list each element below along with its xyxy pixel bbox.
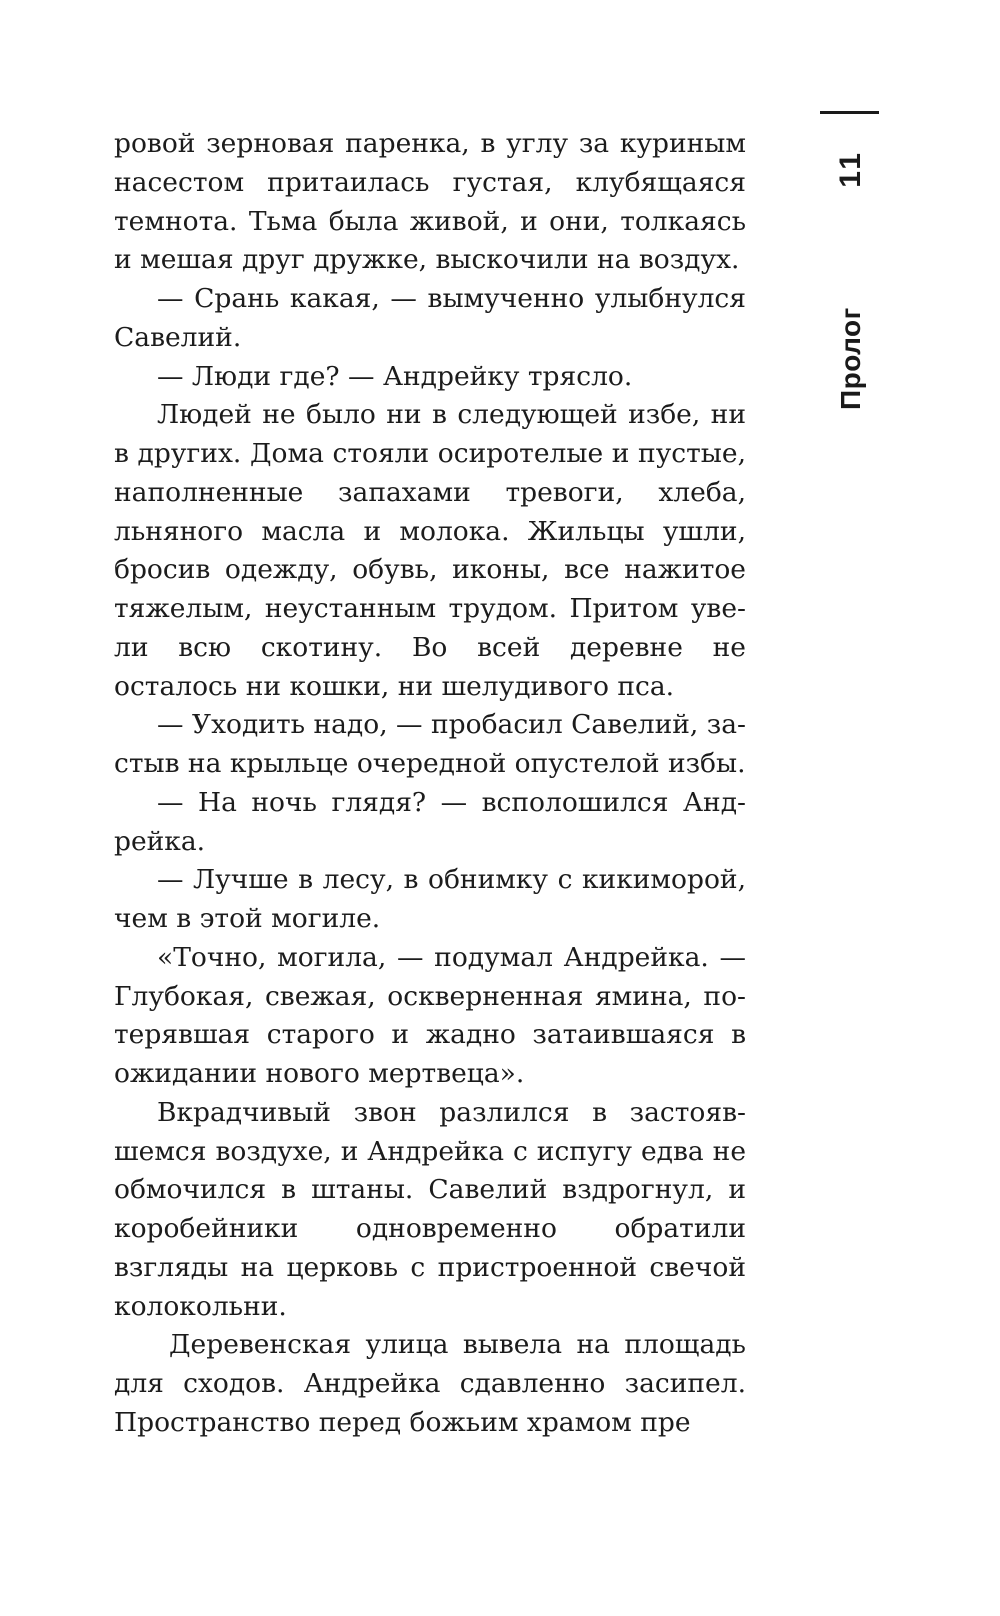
quoted-thought-paragraph: «Точно, могила, — подумал Андрейка. — Глубокая, свежая, оскверненная ямина, потерявшая старого и жадно затаившаяся в ожидании нового мертвеца». <box>114 941 746 1089</box>
dialogue-paragraph: — Лучше в лесу, в обнимку с кикиморой, чем в этой могиле. <box>114 864 746 934</box>
running-head-rotated <box>836 150 866 410</box>
header-rule <box>820 111 879 114</box>
chapter-title: Пролог <box>835 307 866 410</box>
dialogue-paragraph: — Уходить надо, — пробасил Савелий, застыв на крыльце очередной опустелой избы. <box>114 709 746 779</box>
dialogue-paragraph: — Срань какая, — вымученно улыбнулся Савелий. <box>114 283 746 353</box>
narrative-paragraph: Деревенская улица вывела на площадь для сходов. Андрейка сдавленно засипел. Пространство перед божьим храмом пре <box>114 1329 746 1438</box>
dialogue-paragraph: — На ночь глядя? — всполошился Андрейка. <box>114 786 746 857</box>
page-number: 11 <box>834 150 867 188</box>
narrative-paragraph: Вкрадчивый звон разлился в застоявшемся воздухе, и Андрейка с испугу едва не обмочился в штаны. Савелий вздрогнул, и коробейники одновременно обратили взгляды на церковь с пристроенной свечой колокольни. <box>114 1096 746 1322</box>
paragraph-continuation: ровой зерновая паренка, в углу за куриным насестом притаилась густая, клубящаяся темнота. Тьма была живой, и они, толкаясь и мешая друг дружке, выскочили на воздух. <box>114 128 746 276</box>
narrative-paragraph: Людей не было ни в следующей избе, ни в других. Дома стояли осиротелые и пустые, наполненные запахами тревоги, хлеба, льняного масла и молока. Жильцы ушли, бросив одежду, обувь, иконы, все нажитое тяжелым, неустанным трудом. Притом увели всю скотину. Во всей деревне не осталось ни кошки, ни шелудивого пса. <box>114 399 746 702</box>
body-text <box>114 125 746 1443</box>
running-head <box>836 150 866 410</box>
dialogue-paragraph: — Люди где? — Андрейку трясло. <box>157 360 633 392</box>
